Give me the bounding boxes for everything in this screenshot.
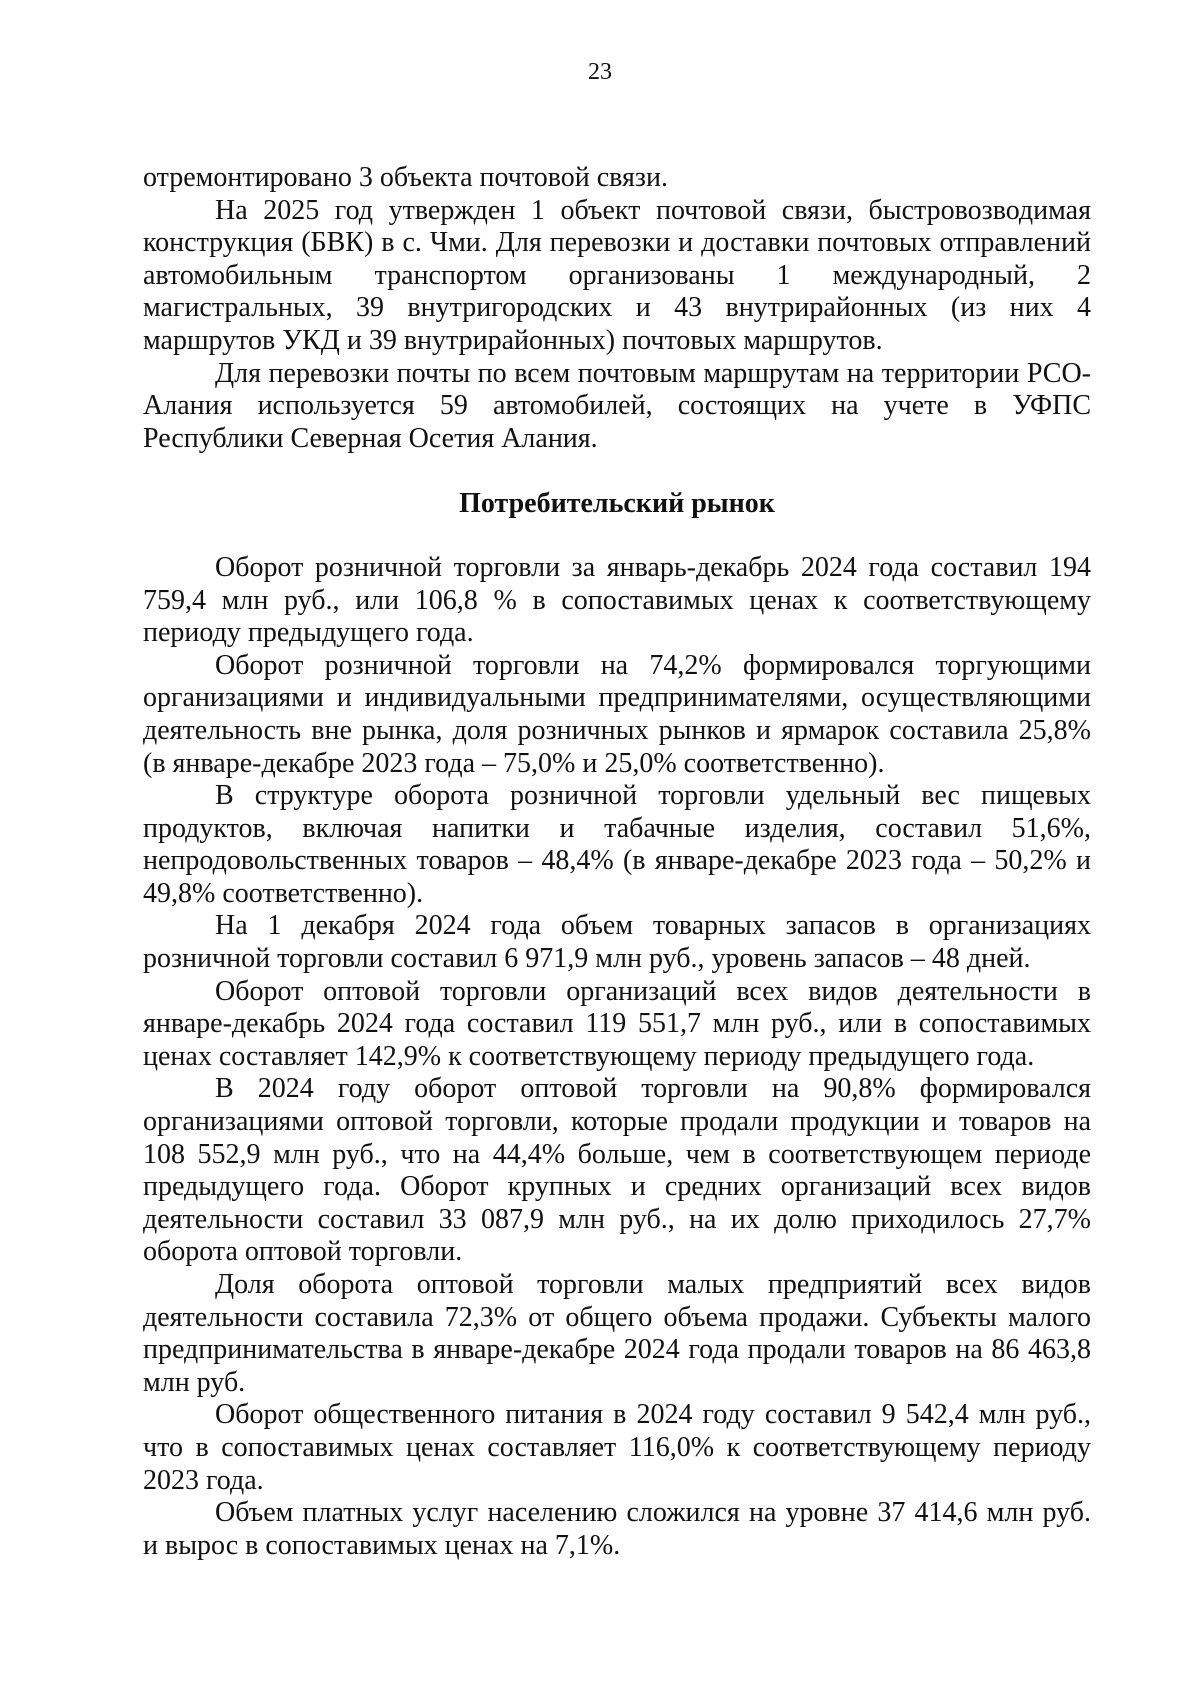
paragraph-retail-structure: Оборот розничной торговли на 74,2% формировался торгующими организациями и индивидуальными предпринимателями, осуществляющими деятельность вне рынка, доля розничных рынков и ярмарок составила 25,8% (в январе-декабре 2023 года – 75,0% и 25,0% соответственно). xyxy=(143,649,1091,779)
paragraph-wholesale-turnover: Оборот оптовой торговли организаций всех видов деятельности в январе-декабрь 2024 года составил 119 551,7 млн руб., или в сопоставимых ценах составляет 142,9% к соответствующему периоду предыдущего года. xyxy=(143,975,1091,1072)
paragraph-food-share: В структуре оборота розничной торговли удельный вес пищевых продуктов, включая напитки и табачные изделия, составил 51,6%, непродовольственных товаров – 48,4% (в январе-декабре 2023 года – 50,2% и 49,8% соответственно). xyxy=(143,780,1091,909)
paragraph-small-business: Доля оборота оптовой торговли малых предприятий всех видов деятельности составила 72,3% от общего объема продажи. Субъекты малого предпринимательства в январе-декабре 2024 года продали товаров на 86 463,8 млн руб. xyxy=(143,1269,1091,1398)
paragraph-inventory: На 1 декабря 2024 года объем товарных запасов в организациях розничной торговли составил 6 971,9 млн руб., уровень запасов – 48 дней. xyxy=(143,910,1091,975)
paragraph-wholesale-structure: В 2024 году оборот оптовой торговли на 90,8% формировался организациями оптовой торговли, которые продали продукции и товаров на 108 552,9 млн руб., что на 44,4% больше, чем в соответствующем периоде предыдущего года. Оборот крупных и средних организаций всех видов деятельности составил 33 087,9 млн руб., на их долю приходилось 27,7% оборота оптовой торговли. xyxy=(143,1073,1091,1268)
paragraph-catering: Оборот общественного питания в 2024 году составил 9 542,4 млн руб., что в сопоставимых ценах составляет 116,0% к соответствующему периоду 2023 года. xyxy=(143,1399,1091,1496)
document-body xyxy=(143,162,1091,1562)
paragraph-paid-services: Объем платных услуг населению сложился на уровне 37 414,6 млн руб. и вырос в сопоставимых ценах на 7,1%. xyxy=(143,1497,1091,1561)
paragraph-intro-2: На 2025 год утвержден 1 объект почтовой связи, быстровозводимая конструкция (БВК) в с. Чми. Для перевозки и доставки почтовых отправлений автомобильным транспортом организованы 1 международный, 2 магистральных, 39 внутригородских и 43 внутрирайонных (из них 4 маршрутов УКД и 39 внутрирайонных) почтовых маршрутов. xyxy=(143,194,1091,356)
page-number: 23 xyxy=(588,59,612,85)
section-heading: Потребительский рынок xyxy=(459,488,775,520)
paragraph-retail-turnover: Оборот розничной торговли за январь-декабрь 2024 года составил 194 759,4 млн руб., или 106,8 % в сопоставимых ценах к соответствующему периоду предыдущего года. xyxy=(143,551,1091,649)
paragraph-intro-1: отремонтировано 3 объекта почтовой связи. xyxy=(143,162,668,193)
paragraph-intro-3: Для перевозки почты по всем почтовым маршрутам на территории РСО-Алания используется 59 автомобилей, состоящих на учете в УФПС Республики Северная Осетия Алания. xyxy=(143,357,1091,454)
